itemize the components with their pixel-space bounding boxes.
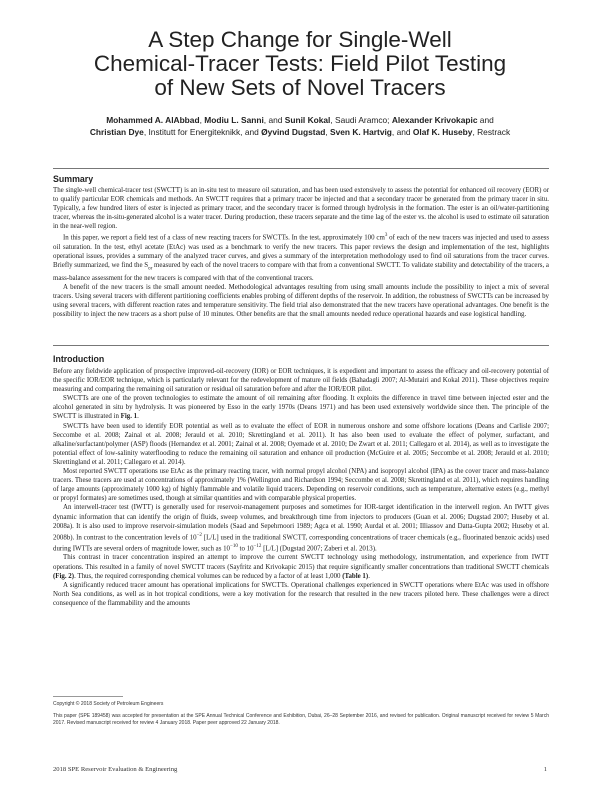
text-run: concentration levels of 10 <box>124 533 197 541</box>
author-affiliation: , Restrack <box>472 127 511 137</box>
author-line-1 <box>40 114 560 126</box>
intro-paragraph-3: SWCTTs have been used to identify EOR potential as well as to evaluate the effect of EOR in numerous onshore and some offshore locations (Deans and Carlisle 2007; Seccombe et al. 2008; Zainal et al. 2008; Jerauld et al. 2010; Skrettingland et al. 2011). It has also been used to evaluate the effect of polymer, surfactant, and alkaline/surfactant/polymer (ASP) floods (Hernandez et al. 2001; Zainal et al. 2008; Oyemade et al. 2010; De Zwart et al. 2011; Callegaro et al. 2014), as well as to investigate the potential effect of low-salinity waterflooding to reduce the remaining oil saturation and enhance oil production (McGuire et al. 2005; Seccombe et al. 2008; Jerauld et al. 2010; Skrettingland et al. 2011; Callegaro et al. 2014). <box>53 422 549 466</box>
paper-note <box>53 713 549 727</box>
intro-paragraph-2 <box>53 394 549 421</box>
author-line-2 <box>40 126 560 138</box>
author-name: Øyvind Dugstad <box>261 127 326 137</box>
author-name: Sven K. Hartvig <box>330 127 392 137</box>
divider-top <box>53 168 549 169</box>
title-line-3: of New Sets of Novel Tracers <box>154 75 446 100</box>
author-name: Sunil Kokal <box>284 115 331 125</box>
text-run: . Thus, the required corresponding chemical volumes can be reduced by a factor of at least 1,000 <box>74 572 343 580</box>
text-run: . <box>368 572 370 580</box>
title-line-2: Chemical-Tracer Tests: Field Pilot Testing <box>93 51 507 76</box>
author-affiliation: , Institutt for Energiteknikk, and <box>143 127 262 137</box>
author-name: Mohammed A. AlAbbad <box>106 115 200 125</box>
title-line-1: A Step Change for Single-Well <box>148 27 452 52</box>
copyright-notice: Copyright © 2018 Society of Petroleum Engineers <box>53 701 164 707</box>
summary-paragraph-1: The single-well chemical-tracer test (SWCTT) is an in-situ test to measure oil saturation, and has been used extensively to assess the potential for enhanced oil recovery (EOR) or to qualify particular EOR chemicals and methods. An SWCTT requires that a primary tracer be injected and that a secondary tracer be generated from the primary tracer in situ. Typically, a few hundred liters of ester is injected as primary tracer, and the secondary tracer is formed through hydrolysis in the formation. The ester is an oil/water-partitioning tracer, whereas the in-situ-generated alcohol is a water tracer. During production, these tracers separate and the time lag of the ester vs. the alcohol is used to estimate oil saturation in the near-well region. <box>53 187 549 231</box>
intro-paragraph-7: A significantly reduced tracer amount has operational implications for SWCTTs. Operational challenges experienced in SWCTT operations where EtAc was used in offshore North Sea conditions, as well as in hot tropical conditions, were a key motivation for the research that resulted in the new tracers piloted here. These challenges were a direct consequence of the flammability and the amounts <box>53 581 549 607</box>
author-separator: , and <box>263 115 285 125</box>
text-run: measured by each of the novel tracers to compare with that from a conventional SWCTT. To validate stability and detectability of the tracers, a mass-balance assessment for the new tracers is compared with that of the conventional tracers. <box>53 262 549 282</box>
figure-reference: Fig. 1 <box>120 413 138 421</box>
intro-paragraph-4: Most reported SWCTT operations use EtAc as the primary reacting tracer, with normal propyl alcohol (NPA) and isopropyl alcohol (IPA) as the cover tracer and mass-balance tracers. These tracers are used at concentrations of approximately 1% (Wellington and Richardson 1994; Seccombe et al. 2008; Skrettingland et al. 2011), which requires handling of large amounts (approximately 1000 kg) of highly flammable and volatile liquid tracers. Depending on reservoir conditions, such as temperature, alternative esters (e.g., methyl or propyl formates) are sometimes used, though at similar quantities and with comparable physical properties. <box>53 468 549 503</box>
author-separator: and <box>477 115 494 125</box>
text-run: This contrast in tracer concentration inspired an attempt to improve the current SWCTT technology using methodology, instrumentation, and experience from IWTT operations. This resulted in a family of novel SWCTT tracers (Sayfritz and Krivokapic 2015) that require significantly smaller concentrations than traditional SWCTT chemicals <box>53 554 549 571</box>
author-name: Modiu L. Sanni <box>204 115 264 125</box>
intro-paragraph-5 <box>53 503 549 553</box>
page-number: 1 <box>543 766 547 773</box>
footnote-divider <box>53 696 123 697</box>
author-separator: , <box>325 127 331 137</box>
subscript: or <box>148 266 153 272</box>
summary-paragraph-2 <box>53 231 549 282</box>
text-run: . <box>137 413 139 421</box>
introduction-body <box>53 367 549 608</box>
author-separator: , <box>199 115 205 125</box>
author-separator: , and <box>391 127 413 137</box>
paper-title <box>30 28 570 100</box>
text-run: to 10 <box>237 545 254 553</box>
intro-paragraph-6 <box>53 553 549 580</box>
divider-middle <box>53 345 549 346</box>
superscript: −10 <box>230 544 238 550</box>
intro-paragraph-1: Before any fieldwide application of prospective improved-oil-recovery (IOR) or EOR techniques, it is expedient and important to assess the efficacy and oil-recovery potential of the specific IOR/EOR technique, which is particularly relevant for the redevelopment of mature oil fields (Bahadagli 2007; Al-Mutairi and Kokal 2011). These objectives require measuring and comparing the remaining oil saturation or residual oil saturation before and after the IOR/EOR pilot. <box>53 368 549 394</box>
paper-note-text: This paper (SPE 189458) was accepted for presentation at the SPE Annual Technical Conference and Exhibition, Dubai, 26–28 September 2016, and revised for publication. Original manuscript received for review 5 March 2017. Revised manuscript received for review 4 January 2018. Paper peer approved 22 January 2018. <box>53 713 549 727</box>
author-name: Olaf K. Huseby <box>412 127 473 137</box>
footer-journal: 2018 SPE Reservoir Evaluation & Engineering <box>53 766 178 773</box>
figure-reference: (Fig. 2) <box>53 572 75 580</box>
superscript: −2 <box>196 532 202 538</box>
text-run: of each of the new tracers was injected and used to assess oil saturation. In the test, ethyl acetate (EtAc) was used as a benchmark to verify the new tracers. This paper reviews the design and implementation of the test, highlights operational issues, provides a summary of the analyzed tracer curves, and gives a summary of the interpretation methodology used to find oil saturations from the tracer curves. Briefly summarized, we find the S <box>53 234 550 270</box>
summary-body <box>53 186 549 319</box>
introduction-heading: Introduction <box>53 354 105 364</box>
author-name: Alexander Krivokapic <box>391 115 478 125</box>
text-run: In this paper, we report a field test of a class of new reacting tracers for SWCTTs. In the test, approximately 100 cm <box>63 234 385 242</box>
author-affiliation: , Saudi Aramco; <box>330 115 392 125</box>
author-name: Christian Dye <box>89 127 144 137</box>
text-run: [L/L] used in the traditional SWCTT, corresponding concentrations of tracer chemicals (e.g., fluorinated benzoic acids) used during IWTTs are several orders of magnitude lower, such as 10 <box>53 533 550 553</box>
table-reference: (Table 1) <box>342 572 369 580</box>
text-run: [L/L] (Dugstad 2007; Zaberi et al. 2013). <box>261 545 377 553</box>
superscript: 3 <box>384 233 388 239</box>
text-run: An interwell-tracer test (IWTT) is generally used for reservoir-management purposes and sometimes for IOR-target identification in the interwell region. An IWTT gives dynamic information that can identify the origin of fluids, sweep volumes, and breakthrough time from injectors to producers (Guan et al. 2006; Dugstad 2007; Huseby et al. 2008a). It is also used to improve reservoir-simulation models (Saad and Sepehrnoori 1989; Agca et al. 1990; Aurdal et al. 2001; Illiassov and Datta-Gupta 2002; Huseby et al. 2008b). In contrast to the <box>53 504 549 541</box>
summary-heading: Summary <box>53 174 94 184</box>
text-run: SWCTTs are one of the proven technologies to estimate the amount of oil remaining after flooding. It exploits the difference in travel time between injected ester and the alcohol generated in situ by hydrolysis. It was pioneered by Esso in the early 1970s (Deans 1971) and has been used extensively worldwide since then. The principle of the SWCTT is illustrated in <box>53 395 549 421</box>
summary-paragraph-3: A benefit of the new tracers is the small amount needed. Methodological advantages resulting from using small amounts include the possibility to inject a mix of several tracers. Using several tracers with different partitioning coefficients enables probing of different depths of the reservoir. In addition, the robustness of SWCTTs can be increased by using several tracers, with different reaction rates and temperature sensitivity. The field trial also demonstrated that the new tracers have operational advantages. One benefit is the possibility to inject the new tracers as a short pulse of 10 minutes. Other benefits are that the small amounts needed reduce operational hazards and ease logistical handling. <box>53 283 549 318</box>
superscript: −12 <box>253 544 262 550</box>
author-list <box>40 114 560 138</box>
